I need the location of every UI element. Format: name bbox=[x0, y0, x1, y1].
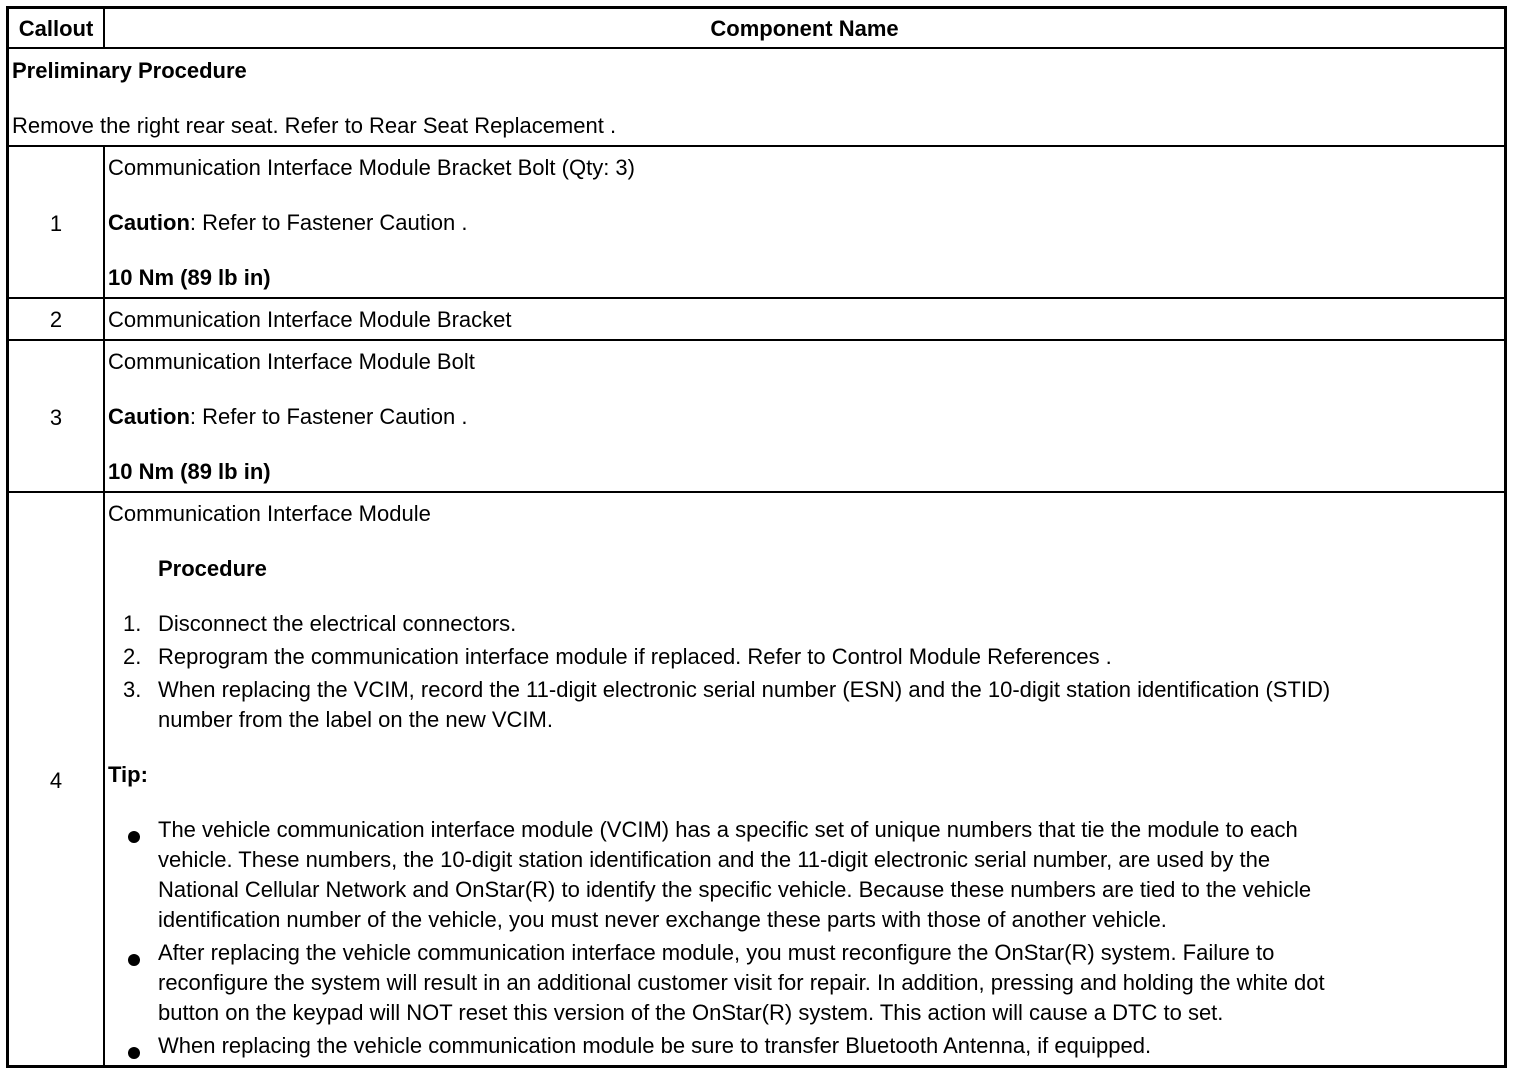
component-name: Communication Interface Module Bracket bbox=[108, 307, 512, 332]
caution-text: : Refer to Fastener Caution . bbox=[189, 404, 468, 429]
step-number: 1. bbox=[123, 611, 142, 636]
tip-text: National Cellular Network and OnStar(R) to identify the specific vehicle. Because these numbers are tied to the vehicle bbox=[158, 877, 1312, 902]
callout-header-label: Callout bbox=[18, 16, 94, 41]
component-name: Communication Interface Module Bracket Bolt (Qty: 3) bbox=[108, 155, 635, 180]
tip-text: reconfigure the system will result in an additional customer visit for repair. In addition, pressing and holding the white dot bbox=[158, 970, 1325, 995]
bullet-icon bbox=[128, 831, 140, 843]
step-number: 2. bbox=[123, 644, 142, 669]
callout-number: 3 bbox=[49, 405, 63, 430]
callout-cell bbox=[9, 341, 105, 491]
tip-text: After replacing the vehicle communication interface module, you must reconfigure the OnStar(R) system. Failure to bbox=[158, 940, 1275, 965]
component-name: Communication Interface Module Bolt bbox=[108, 349, 475, 374]
component-name-column-header bbox=[105, 9, 1504, 47]
tip-title: Tip: bbox=[108, 762, 148, 787]
tip-text: button on the keypad will NOT reset this version of the OnStar(R) system. This action will cause a DTC to set. bbox=[158, 1000, 1224, 1025]
tip-text: vehicle. These numbers, the 10-digit station identification and the 11-digit electronic serial number, are used by the bbox=[158, 847, 1271, 872]
caution-line bbox=[108, 402, 467, 432]
callout-number: 1 bbox=[49, 211, 63, 236]
callout-number: 2 bbox=[49, 307, 63, 332]
callout-cell bbox=[9, 299, 105, 339]
callout-cell bbox=[9, 493, 105, 1065]
procedure-title: Procedure bbox=[158, 556, 267, 581]
tip-text: identification number of the vehicle, you must never exchange these parts with those of another vehicle. bbox=[158, 907, 1167, 932]
table-row bbox=[9, 299, 1504, 341]
table-row bbox=[9, 147, 1504, 299]
component-name: Communication Interface Module bbox=[108, 501, 431, 526]
table-header-row bbox=[9, 9, 1504, 49]
callout-cell bbox=[9, 147, 105, 297]
bullet-icon bbox=[128, 954, 140, 966]
step-text: When replacing the VCIM, record the 11-digit electronic serial number (ESN) and the 10-digit station identification (STID) bbox=[158, 677, 1331, 702]
callout-column-header bbox=[9, 9, 105, 47]
table-row bbox=[9, 493, 1504, 1065]
step-number: 3. bbox=[123, 677, 142, 702]
preliminary-procedure-text: Remove the right rear seat. Refer to Rear Seat Replacement . bbox=[12, 113, 617, 138]
component-cell bbox=[105, 147, 1504, 297]
preliminary-procedure-title: Preliminary Procedure bbox=[12, 58, 247, 83]
caution-line bbox=[108, 208, 467, 238]
callout-number: 4 bbox=[49, 768, 63, 793]
torque-spec: 10 Nm (89 lb in) bbox=[108, 459, 271, 484]
step-text: Reprogram the communication interface module if replaced. Refer to Control Module References . bbox=[158, 644, 1112, 669]
bullet-icon bbox=[128, 1047, 140, 1059]
tip-text: The vehicle communication interface module (VCIM) has a specific set of unique numbers that tie the module to each bbox=[158, 817, 1298, 842]
component-cell bbox=[105, 341, 1504, 491]
component-name-header-label: Component Name bbox=[710, 16, 899, 41]
caution-label: Caution bbox=[108, 404, 190, 429]
caution-text: : Refer to Fastener Caution . bbox=[189, 210, 468, 235]
torque-spec: 10 Nm (89 lb in) bbox=[108, 265, 271, 290]
caution-label: Caution bbox=[108, 210, 190, 235]
preliminary-procedure-row bbox=[9, 49, 1504, 147]
step-text: Disconnect the electrical connectors. bbox=[158, 611, 517, 636]
step-text: number from the label on the new VCIM. bbox=[158, 707, 553, 732]
tip-text: When replacing the vehicle communication module be sure to transfer Bluetooth Antenna, if equipped. bbox=[158, 1033, 1152, 1058]
component-cell bbox=[105, 299, 1504, 339]
table-row bbox=[9, 341, 1504, 493]
components-table bbox=[6, 6, 1507, 1068]
component-cell bbox=[105, 493, 1504, 1065]
